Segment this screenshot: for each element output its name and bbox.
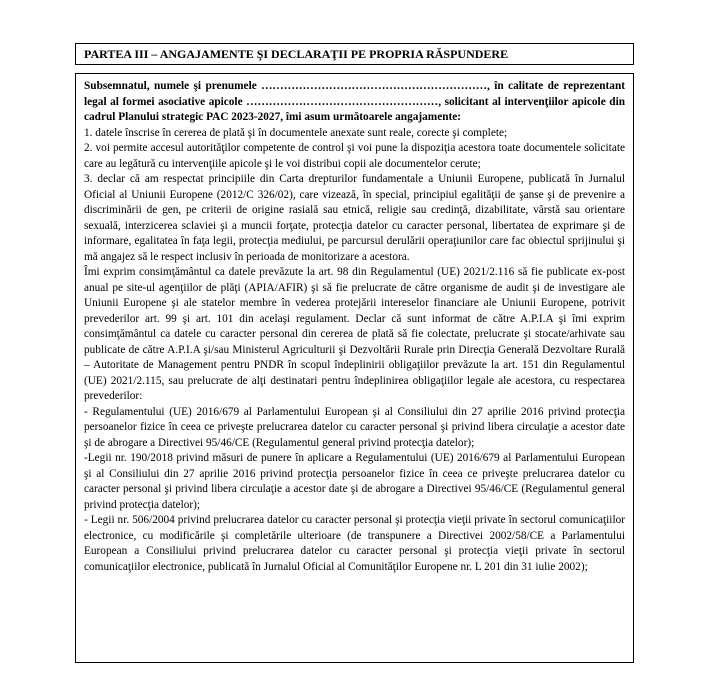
declaration-intro: Subsemnatul, numele şi prenumele ……………………………………………………, în calitate de reprezentant legal al formei asociative apicole ……………………………………………, solicitant al intervenţiilor apicole din cadrul Planului strategic PAC 2023-2027, îmi asum următoarele angajamente: <box>84 80 625 123</box>
commitment-item: 1. datele înscrise în cererea de plată şi în documentele anexate sunt reale, corecte şi complete; <box>84 126 508 139</box>
commitment-item: 2. voi permite accesul autorităţilor competente de control şi voi pune la dispoziţia acestora toate documentele solicitate care au legătură cu intervenţiile apicole şi le voi distribui copii ale documentelor cerute; <box>84 142 625 170</box>
regulation-item: - Regulamentului (UE) 2016/679 al Parlamentului European şi al Consiliului din 27 aprilie 2016 privind protecţia persoanelor fizice în ceea ce priveşte prelucrarea datelor cu caracter personal şi privind libera circulaţie a acestor date şi de abrogare a Directivei 95/46/CE (Regulamentul general privind protecţia datelor); <box>84 405 625 449</box>
commitment-item: 3. declar că am respectat principiile din Carta drepturilor fundamentale a Uniunii Europene, publicată în Jurnalul Oficial al Uniunii Europene (2012/C 326/02), care vizează, în special, principiul egalităţii de şanse şi de prevenire a discriminării de gen, pe criterii de origine rasială sau etnică, religie sau credinţă, dizabilitate, vârstă sau orientare sexuală, interzicerea sclaviei şi a muncii forţate, protecţia datelor cu caracter personal, libertatea de exprimare şi de informare, egalitatea în faţa legii, protecţia mediului, pe parcursul derulării operaţiunilor care fac obiectul sprijinului şi mă angajez să le respect inclusiv în perioada de monitorizare a acestora. <box>84 173 625 263</box>
regulation-item: -Legii nr. 190/2018 privind măsuri de punere în aplicare a Regulamentului (UE) 2016/679 al Parlamentului European şi al Consiliului din 27 aprilie 2016 privind protecţia persoanelor fizice în ceea ce priveşte prelucrarea datelor cu caracter personal şi privind libera circulaţie a acestor date şi de abrogare a Directivei 95/46/CE (Regulamentul general privind protecţia datelor); <box>84 452 625 511</box>
regulation-item: - Legii nr. 506/2004 privind prelucrarea datelor cu caracter personal şi protecţia vieţii private în sectorul comunicaţiilor electronice, cu modificările şi completările ulterioare (de transpunere a Directivei 2002/58/CE a Parlamentului European a Consiliului privind prelucrarea datelor cu caracter personal şi protecţia vieţii private în sectorul comunicaţiilor electronice, publicată în Jurnalul Oficial al Comunităţilor Europene nr. L 201 din 31 iulie 2002); <box>84 514 625 573</box>
declaration-box <box>75 73 634 663</box>
consent-paragraph: Îmi exprim consimţământul ca datele prevăzute la art. 98 din Regulamentul (UE) 2021/2.116 să fie publicate ex-post anual pe site-ul agenţiilor de plăţi (APIA/AFIR) şi să fie prelucrate de către organisme de audit şi de investigare ale Uniunii Europene şi ale statelor membre în vederea protejării intereselor financiare ale Uniunii Europene, potrivit prevederilor art. 99 şi art. 101 din acelaşi regulament. Declar că sunt informat de către A.P.I.A şi îmi exprim consimţământul ca datele cu caracter personal din cererea de plată să fie colectate, prelucrate şi stocate/arhivate sau publicate de către A.P.I.A şi/sau Ministerul Agriculturii şi Dezvoltării Rurale prin Direcţia Generală Dezvoltare Rurală – Autoritate de Management pentru PNDR în scopul îndeplinirii obligaţiilor prevăzute la art. 151 din Regulamentul (UE) 2021/2.115, sau prelucrate de alţi destinatari pentru îndeplinirea obligaţiilor legale ale acestora, cu respectarea prevederilor: <box>84 266 625 402</box>
section-title: PARTEA III – ANGAJAMENTE ŞI DECLARAŢII PE PROPRIA RĂSPUNDERE <box>75 43 634 65</box>
